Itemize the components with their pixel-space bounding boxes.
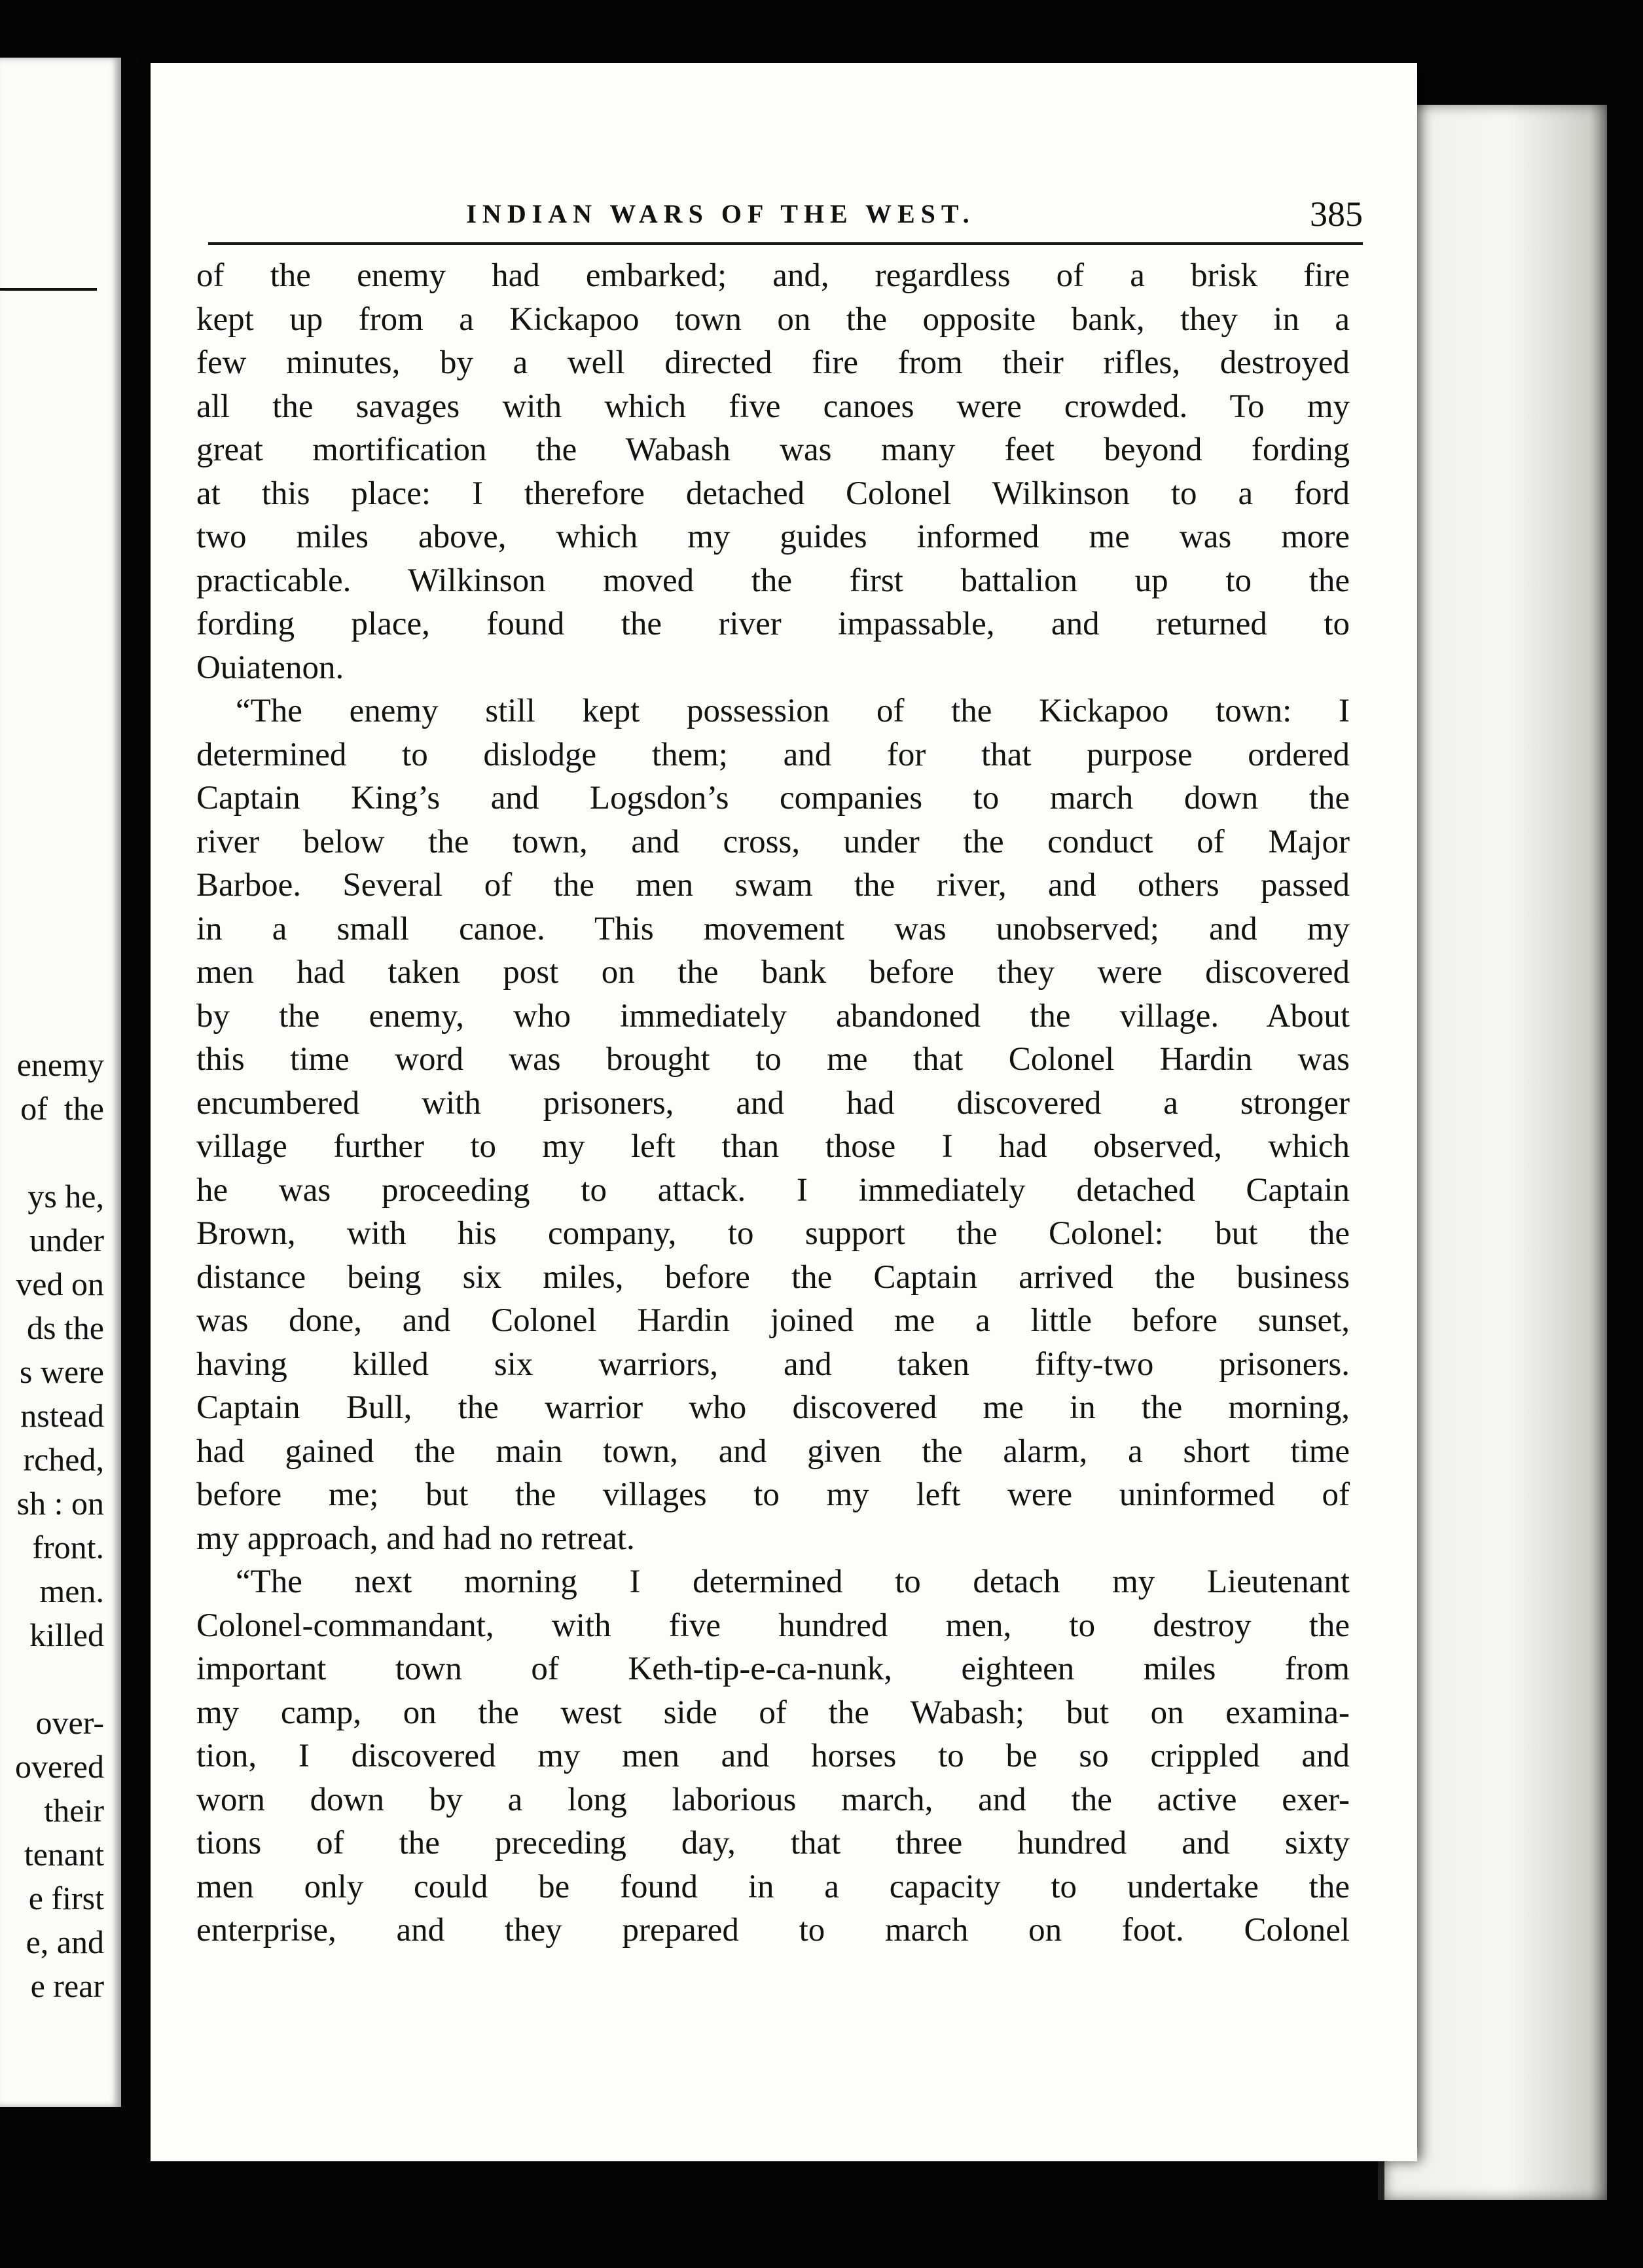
book-page <box>151 63 1417 2161</box>
previous-page-line-fragment: e first <box>28 1880 104 1916</box>
previous-page-line-fragment: ys he, <box>27 1178 104 1215</box>
body-text <box>196 254 1350 1952</box>
previous-page-line-fragment: enemy <box>16 1046 104 1083</box>
previous-page-line-fragment: front. <box>32 1529 104 1565</box>
previous-page-line-fragment: s were <box>19 1353 104 1390</box>
text-line: distance being six miles, before the Captain arrived the business <box>196 1258 1350 1296</box>
text-line: all the savages with which five canoes were crowded. To my <box>196 388 1350 425</box>
previous-page-line-fragment: tenant <box>24 1836 104 1873</box>
text-line: Captain Bull, the warrior who discovered me in the morning, <box>196 1389 1350 1426</box>
text-line: at this place: I therefore detached Colonel Wilkinson to a ford <box>196 475 1350 512</box>
previous-page-line-fragment: overed <box>14 1748 104 1785</box>
text-line: Colonel-commandant, with five hundred men, to destroy the <box>196 1607 1350 1644</box>
text-line: of the enemy had embarked; and, regardless of a brisk fire <box>196 257 1350 294</box>
text-line: “The enemy still kept possession of the Kickapoo town: I <box>236 693 1350 729</box>
text-line: enterprise, and they prepared to march on foot. Colonel <box>196 1912 1350 1948</box>
previous-page-line-fragment: ds the <box>26 1309 104 1346</box>
paragraph <box>196 1560 1350 1952</box>
text-line: in a small canoe. This movement was unobserved; and my <box>196 910 1350 947</box>
text-line: Brown, with his company, to support the Colonel: but the <box>196 1215 1350 1252</box>
text-line: had gained the main town, and given the alarm, a short time <box>196 1433 1350 1470</box>
text-line: village further to my left than those I had observed, which <box>196 1128 1350 1165</box>
text-line: encumbered with prisoners, and had discovered a stronger <box>196 1084 1350 1122</box>
previous-page-text-fragments <box>15 1043 104 2008</box>
text-line: men had taken post on the bank before they were discovered <box>196 954 1350 991</box>
text-line: fording place, found the river impassable, and returned to <box>196 606 1350 642</box>
paragraph <box>196 689 1350 1560</box>
text-line: he was proceeding to attack. I immediately detached Captain <box>196 1171 1350 1209</box>
text-line: kept up from a Kickapoo town on the opposite bank, they in a <box>196 301 1350 338</box>
previous-page-line-fragment: killed <box>29 1617 104 1653</box>
text-line: my camp, on the west side of the Wabash; but on examina- <box>196 1694 1350 1731</box>
previous-page-line-fragment: of the <box>20 1090 104 1127</box>
text-line: river below the town, and cross, under the conduct of Major <box>196 823 1350 860</box>
text-line: Ouiatenon. <box>196 649 344 686</box>
text-line: by the enemy, who immediately abandoned the village. About <box>196 997 1350 1034</box>
previous-page-line-fragment: e, and <box>26 1924 104 1960</box>
running-head <box>209 186 1363 242</box>
text-line: tion, I discovered my men and horses to be so crippled and <box>196 1738 1350 1774</box>
previous-page-line-fragment: sh : on <box>16 1485 104 1522</box>
previous-page-line-fragment: rched, <box>23 1441 104 1478</box>
running-title: INDIAN WARS OF THE WEST. <box>466 199 975 229</box>
text-line: having killed six warriors, and taken fifty-two prisoners. <box>196 1345 1350 1383</box>
text-line: my approach, and had no retreat. <box>196 1520 635 1557</box>
text-line: worn down by a long laborious march, and the active exer- <box>196 1781 1350 1818</box>
text-line: this time word was brought to me that Colonel Hardin was <box>196 1041 1350 1078</box>
previous-page-line-fragment: men. <box>39 1573 104 1609</box>
header-rule <box>208 242 1363 245</box>
previous-page-line-fragment: e rear <box>30 1967 104 2004</box>
previous-page-line-fragment: nstead <box>20 1397 104 1434</box>
text-line: practicable. Wilkinson moved the first battalion up to the <box>196 562 1350 599</box>
text-line: tions of the preceding day, that three hundred and sixty <box>196 1825 1350 1861</box>
text-line: important town of Keth-tip-e-ca-nunk, eighteen miles from <box>196 1651 1350 1687</box>
previous-page-line-fragment: their <box>44 1792 104 1829</box>
previous-page-line-fragment <box>15 1657 104 1701</box>
previous-page-line-fragment: ved on <box>16 1266 104 1302</box>
previous-page-line-fragment: over- <box>35 1704 104 1741</box>
text-line: few minutes, by a well directed fire from their rifles, destroyed <box>196 344 1350 381</box>
text-line: “The next morning I determined to detach my Lieutenant <box>236 1564 1350 1600</box>
text-line: was done, and Colonel Hardin joined me a little before sunset, <box>196 1302 1350 1339</box>
text-line: determined to dislodge them; and for that purpose ordered <box>196 736 1350 773</box>
page-number: 385 <box>1310 194 1363 234</box>
text-line: great mortification the Wabash was many feet beyond fording <box>196 431 1350 468</box>
previous-page-edge <box>0 58 121 2107</box>
previous-page-header-rule <box>0 288 97 291</box>
text-line: before me; but the villages to my left were uninformed of <box>196 1476 1350 1513</box>
text-line: Barboe. Several of the men swam the river, and others passed <box>196 867 1350 904</box>
previous-page-line-fragment <box>15 1131 104 1175</box>
paragraph <box>196 254 1350 689</box>
text-line: Captain King’s and Logsdon’s companies to march down the <box>196 780 1350 816</box>
previous-page-line-fragment: under <box>29 1222 104 1258</box>
text-line: two miles above, which my guides informed me was more <box>196 519 1350 555</box>
text-line: men only could be found in a capacity to undertake the <box>196 1868 1350 1905</box>
